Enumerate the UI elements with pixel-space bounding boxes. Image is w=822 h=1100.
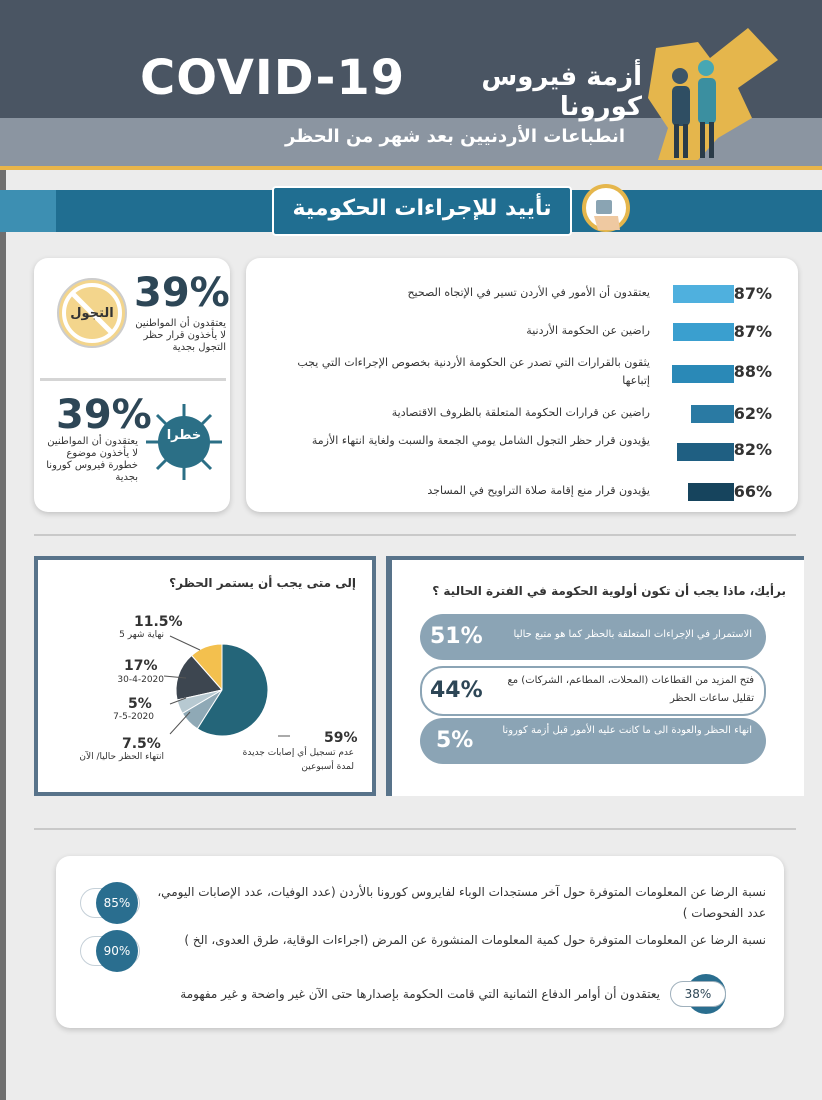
support-row	[246, 472, 798, 512]
duration-question: إلى متى يجب أن يستمر الحظر؟	[169, 576, 356, 590]
leader-line	[170, 712, 190, 734]
support-bar	[677, 443, 734, 461]
support-bar	[673, 323, 734, 341]
satisfaction-label: نسبة الرضا عن المعلومات المتوفرة حول آخر مستجدات الوباء لفايروس كورونا بالأردن (عدد الوفيات، عدد الإصابات اليومي، عدد الفحوصات )	[157, 885, 766, 920]
legend-label: 30-4-2020	[117, 675, 164, 685]
priority-pct: 51%	[430, 624, 483, 649]
curfew-stat-pct: 39%	[134, 270, 230, 316]
priority-pct: 44%	[430, 678, 483, 703]
priority-item	[420, 718, 766, 764]
support-row	[246, 274, 798, 314]
legend-label: انتهاء الحظر حاليا/ الآن	[79, 752, 164, 762]
priority-item	[420, 614, 766, 660]
legend-value: 59%	[324, 730, 358, 746]
support-label: يعتقدون أن الأمور في الأردن تسير في الإتجاه الصحيح	[407, 286, 650, 299]
support-value: 82%	[733, 440, 772, 459]
priority-question: برأيك، ماذا يجب أن تكون أولوية الحكومة في الفترة الحالية ؟	[432, 584, 786, 598]
support-row	[246, 352, 798, 396]
priority-pct: 5%	[436, 728, 474, 753]
support-label: يؤيدون قرار حظر التجول الشامل يومي الجمعة والسبت ولغاية انتهاء الأزمة	[311, 434, 650, 447]
hand-spray-icon	[578, 180, 634, 238]
support-label: يؤيدون قرار منع إقامة صلاة التراويح في المساجد	[427, 484, 650, 497]
legend-value: 5%	[128, 696, 152, 712]
satisfaction-label: يعتقدون أن أوامر الدفاع الثمانية التي قامت الحكومة بإصدارها حتى الآن غير واضحة و غير مفهومة	[180, 987, 660, 1001]
title-arabic: أزمة فيروس كورونا	[481, 62, 642, 122]
priority-label: الاستمرار في الإجراءات المتعلقة بالحظر كما هو متبع حاليا	[513, 629, 752, 640]
legend-value: 7.5%	[122, 736, 161, 752]
support-value: 66%	[733, 482, 772, 501]
support-label: يثقون بالقرارات التي تصدر عن الحكومة الأردنية بخصوص الإجراءات التي يجب إتباعها	[297, 356, 650, 387]
support-value: 87%	[733, 284, 772, 303]
title-english: COVID-19	[140, 50, 406, 106]
support-bar	[688, 483, 734, 501]
jordan-map-illustration	[628, 18, 798, 168]
danger-badge-label: خطرا	[166, 428, 202, 443]
section-divider	[34, 534, 796, 536]
satisfaction-pct: 85%	[96, 882, 138, 924]
satisfaction-card	[56, 856, 784, 1028]
priority-item	[420, 666, 766, 716]
satisfaction-pct: 90%	[96, 930, 138, 972]
curfew-stat-desc: يعتقدون أن المواطنين لا يأخذون قرار حظر التجول بجدية	[135, 318, 226, 353]
subtitle: انطباعات الأردنيين بعد شهر من الحظر	[285, 126, 625, 147]
danger-stat-desc: يعتقدون أن المواطنين لا يأخذون موضوع خطورة فيروس كورونا بجدية	[46, 436, 138, 483]
legend-label: 7-5-2020	[113, 712, 154, 722]
support-card	[246, 258, 798, 512]
support-value: 87%	[733, 322, 772, 341]
satisfaction-pct: 38%	[670, 981, 726, 1007]
support-bar	[672, 365, 734, 383]
legend-label: نهاية شهر 5	[119, 630, 164, 640]
section-banner-cap	[0, 190, 56, 232]
stats-divider	[40, 378, 226, 381]
support-label: راضين عن الحكومة الأردنية	[526, 324, 650, 337]
legend-value: 17%	[124, 658, 158, 674]
section-divider	[34, 828, 796, 830]
danger-stat-pct: 39%	[56, 392, 152, 438]
support-label: راضين عن قرارات الحكومة المتعلقة بالظروف الاقتصادية	[391, 406, 650, 419]
legend-label: عدم تسجيل أي إصابات جديدة لمدة أسبوعين	[242, 748, 354, 772]
section-title: تأييد للإجراءات الحكومية	[292, 196, 552, 221]
support-row	[246, 430, 798, 474]
page-edge	[0, 168, 6, 1100]
leader-line	[170, 636, 200, 650]
priority-label: فتح المزيد من القطاعات (المحلات، المطاعم، الشركات) مع تقليل ساعات الحظر	[507, 675, 754, 704]
legend-value: 11.5%	[134, 614, 183, 630]
support-value: 62%	[733, 404, 772, 423]
support-bar	[673, 285, 734, 303]
curfew-badge-label: التجول	[70, 306, 114, 321]
support-row	[246, 312, 798, 352]
support-value: 88%	[733, 362, 772, 381]
support-row	[246, 394, 798, 434]
satisfaction-label: نسبة الرضا عن المعلومات المتوفرة حول كمية المعلومات المنشورة عن المرض (اجراءات الوقاية، طرق العدوى، الخ )	[184, 933, 766, 947]
priority-label: انهاء الحظر والعودة الى ما كانت عليه الأمور قبل أزمة كورونا	[502, 725, 752, 736]
support-bar	[691, 405, 734, 423]
